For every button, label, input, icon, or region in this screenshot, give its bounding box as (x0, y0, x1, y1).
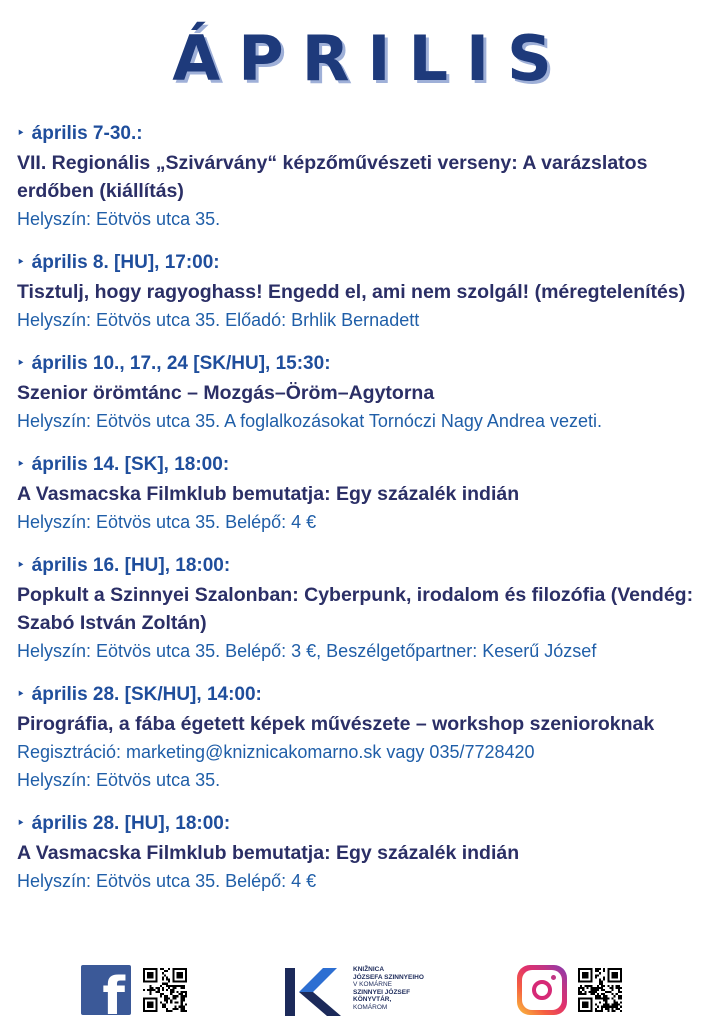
event-list (17, 120, 717, 911)
library-name-line: KNIŽNICA (353, 966, 385, 973)
event-item (17, 350, 717, 435)
bullet-icon: ‣ (17, 687, 25, 701)
event-item (17, 681, 717, 794)
event-info: Regisztráció: marketing@kniznicakomarno.sk vagy 035/7728420 (17, 742, 535, 762)
library-name-line: SZINNYEI JÓZSEF (353, 988, 411, 996)
event-item (17, 120, 717, 233)
event-date (17, 120, 717, 149)
bullet-icon: ‣ (17, 255, 25, 269)
event-item (17, 249, 717, 334)
event-date-text: április 10., 17., 24 [SK/HU], 15:30: (31, 353, 331, 374)
event-date-text: április 16. [HU], 18:00: (31, 555, 231, 576)
event-title: Pirográfia, a fába égetett képek művészete – workshop szenioroknak (17, 713, 655, 735)
library-name-line: KOMÁROM (353, 1003, 388, 1011)
event-date-text: április 28. [HU], 18:00: (31, 813, 231, 834)
facebook-qr-code (143, 968, 187, 1012)
event-title: VII. Regionális „Szivárvány“ képzőművészeti verseny: A varázslatos erdőben (kiállítás) (17, 152, 648, 202)
event-info: Helyszín: Eötvös utca 35. Belépő: 4 € (17, 871, 317, 891)
event-title: A Vasmacska Filmklub bemutatja: Egy százalék indián (17, 483, 520, 505)
event-title: Szenior örömtánc – Mozgás–Öröm–Agytorna (17, 382, 435, 404)
event-date (17, 451, 717, 480)
event-info: Helyszín: Eötvös utca 35. (17, 209, 221, 229)
event-title: Popkult a Szinnyei Szalonban: Cyberpunk, irodalom és filozófia (Vendég: Szabó István Zoltán) (17, 584, 694, 634)
page-title: ÁPRILIS (172, 22, 570, 95)
event-item (17, 810, 717, 895)
event-info: Helyszín: Eötvös utca 35. A foglalkozásokat Tornóczi Nagy Andrea vezeti. (17, 411, 602, 431)
library-name-line: V KOMÁRNE (353, 981, 393, 989)
event-date (17, 249, 717, 278)
instagram-icon[interactable] (517, 965, 567, 1015)
library-logo (283, 964, 433, 1020)
event-date (17, 350, 717, 379)
event-date-text: április 7-30.: (31, 123, 143, 144)
library-name-line: KÖNYVTÁR, (353, 996, 392, 1004)
event-info: Helyszín: Eötvös utca 35. (17, 770, 221, 790)
footer (0, 960, 724, 1024)
event-title: A Vasmacska Filmklub bemutatja: Egy százalék indián (17, 842, 520, 864)
bullet-icon: ‣ (17, 558, 25, 572)
event-info: Helyszín: Eötvös utca 35. Belépő: 4 € (17, 512, 317, 532)
event-info: Helyszín: Eötvös utca 35. Előadó: Brhlik Bernadett (17, 310, 420, 330)
library-name (353, 966, 443, 1012)
event-date-text: április 14. [SK], 18:00: (31, 454, 230, 475)
bullet-icon: ‣ (17, 126, 25, 140)
event-date-text: április 28. [SK/HU], 14:00: (31, 684, 262, 705)
event-date-text: április 8. [HU], 17:00: (31, 252, 220, 273)
event-title: Tisztulj, hogy ragyoghass! Engedd el, ami nem szolgál! (méregtelenítés) (17, 281, 686, 303)
bullet-icon: ‣ (17, 816, 25, 830)
event-date (17, 552, 717, 581)
event-date (17, 810, 717, 839)
event-item (17, 552, 717, 665)
event-info: Helyszín: Eötvös utca 35. Belépő: 3 €, Beszélgetőpartner: Keserű József (17, 641, 597, 661)
library-name-line: JÓZSEFA SZINNYEIHO (353, 973, 424, 981)
event-item (17, 451, 717, 536)
bullet-icon: ‣ (17, 356, 25, 370)
library-k-icon (283, 966, 347, 1018)
event-date (17, 681, 717, 710)
facebook-glyph: f (102, 967, 125, 1015)
instagram-qr-code (578, 968, 622, 1012)
bullet-icon: ‣ (17, 457, 25, 471)
facebook-icon[interactable] (81, 965, 131, 1015)
